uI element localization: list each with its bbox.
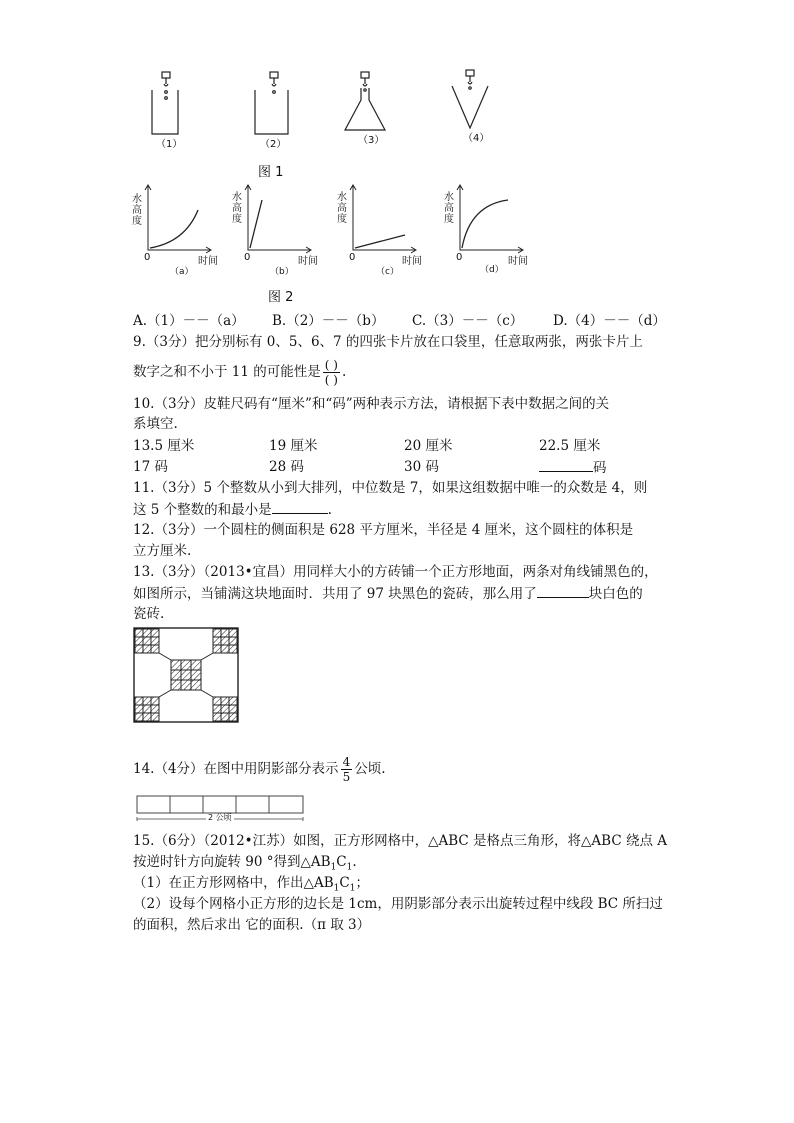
ylabel-c: 水 高 度	[337, 192, 347, 225]
q15-line-3-sub-b: 1	[333, 883, 340, 894]
figure-1-caption: 图 1	[258, 165, 284, 180]
q14-fraction	[341, 755, 353, 784]
ylabel-a: 水 高 度	[132, 194, 142, 227]
q15-line-2-c: C	[336, 854, 347, 870]
q10-answer-blank[interactable]	[539, 457, 593, 472]
tile-floor-figure	[133, 627, 239, 723]
hectare-bar	[136, 795, 304, 823]
panel-label-d: （d）	[480, 265, 504, 275]
q11-answer-blank[interactable]	[272, 499, 328, 514]
origin-b: 0	[244, 252, 251, 263]
q13-line-2	[133, 583, 643, 604]
q10-cell-r1-c2: 19 厘米	[269, 438, 318, 454]
q10-line-2: 系填空.	[133, 416, 178, 432]
vessel-label-2: （2）	[260, 139, 287, 150]
ylabel-b: 水 高 度	[232, 192, 242, 225]
q11-period: .	[327, 502, 332, 518]
vessel-label-4: （4）	[463, 133, 490, 144]
q9-fraction-numerator: ( )	[324, 357, 338, 372]
q10-cell-r2-c4	[539, 457, 607, 478]
q15-line-2-sub-c: 1	[346, 862, 353, 873]
q14-text: 14.（4分）在图中用阴影部分表示	[133, 761, 339, 777]
q10-cell-r1-c4: 22.5 厘米	[539, 438, 601, 454]
q15-line-5: 的面积，然后求出 它的面积.（π 取 3）	[133, 917, 371, 933]
q10-cell-r2-c3: 30 码	[404, 459, 439, 475]
panel-label-a: （a）	[170, 267, 194, 277]
xlabel-d: 时间	[508, 256, 528, 267]
q8-option-c: C.（3）－－（c）	[412, 313, 524, 329]
q15-line-3-c: C	[339, 875, 350, 891]
hectare-bar-label: 2 公顷	[208, 813, 232, 822]
q15-line-3-sub-c: 1	[349, 883, 356, 894]
q13-answer-blank[interactable]	[537, 583, 589, 598]
q10-unit: 码	[593, 460, 607, 476]
q12-line-1: 12.（3分）一个圆柱的侧面积是 628 平方厘米，半径是 4 厘米，这个圆柱的体积是	[133, 522, 634, 538]
q15-line-2-end: .	[352, 854, 357, 870]
q10-line-1: 10.（3分）皮鞋尺码有“厘米”和“码”两种表示方法，请根据下表中数据之间的关	[133, 396, 610, 412]
q9-fraction	[323, 358, 340, 387]
origin-c: 0	[349, 252, 356, 263]
tile-floor-illustration	[133, 627, 239, 723]
xlabel-c: 时间	[402, 256, 422, 267]
q13-text-after: 块白色的	[588, 586, 643, 602]
xlabel-b: 时间	[298, 256, 318, 267]
q14-fraction-numerator: 4	[342, 754, 351, 769]
q9-fraction-denominator: ( )	[324, 372, 338, 387]
q15-line-3-end: ；	[355, 875, 369, 891]
q12-line-2: 立方厘米.	[133, 543, 192, 559]
q9-period: .	[341, 364, 347, 380]
origin-d: 0	[456, 252, 463, 263]
q8-option-b: B.（2）－－（b）	[272, 313, 385, 329]
q15-line-1: 15.（6分）（2012•江苏）如图，正方形网格中，△ABC 是格点三角形，将△ABC 绕点 A	[133, 833, 668, 849]
panel-label-b: （b）	[270, 267, 294, 277]
q10-cell-r2-c1: 17 码	[133, 459, 168, 475]
q11-line-2	[133, 499, 332, 520]
q13-text: 如图所示，当铺满这块地面时．共用了 97 块黑色的瓷砖，那么用了	[133, 586, 537, 602]
q11-line-1: 11.（3分）5 个整数从小到大排列，中位数是 7，如果这组数据中唯一的众数是 4，则	[133, 480, 648, 496]
q9-line-1: 9.（3分）把分别标有 0、5、6、7 的四张卡片放在口袋里，任意取两张，两张卡片上	[133, 334, 643, 350]
vessel-label-1: （1）	[156, 139, 183, 150]
xlabel-a: 时间	[198, 256, 218, 267]
q13-line-3: 瓷砖.	[133, 606, 165, 622]
origin-a: 0	[144, 252, 151, 263]
q10-cell-r1-c1: 13.5 厘米	[133, 438, 195, 454]
q10-cell-r1-c3: 20 厘米	[404, 438, 453, 454]
panel-label-c: （c）	[376, 267, 399, 277]
q9-text: 数字之和不小于 11 的可能性是	[133, 364, 321, 380]
q8-option-d: D.（4）－－（d）	[553, 313, 666, 329]
figure-1	[140, 68, 510, 158]
q14-line	[133, 752, 386, 786]
vessels-illustration	[140, 68, 510, 158]
q10-cell-r2-c2: 28 码	[269, 459, 304, 475]
figure-2-caption: 图 2	[268, 290, 294, 305]
q15-line-2-sub-b: 1	[330, 862, 337, 873]
figure-2	[130, 180, 540, 278]
q14-text-after: 公顷.	[354, 761, 386, 777]
q14-fraction-denominator: 5	[342, 769, 351, 784]
q8-option-a: A.（1）－－（a）	[133, 313, 245, 329]
q13-line-1: 13.（3分）（2013•宜昌）用同样大小的方砖铺一个正方形地面，两条对角线铺黑色的，	[133, 564, 658, 580]
q15-line-4: （2）设每个网格小正方形的边长是 1cm，用阴影部分表示出旋转过程中线段 BC 所扫过	[133, 896, 663, 912]
q15-line-2-text: 按逆时针方向旋转 90 °得到△AB	[133, 854, 331, 870]
q9-line-2	[133, 355, 346, 389]
vessel-label-3: （3）	[358, 135, 385, 146]
q11-text: 这 5 个整数的和最小是	[133, 502, 272, 518]
q15-line-3-text: （1）在正方形网格中，作出△AB	[133, 875, 334, 891]
ylabel-d: 水 高 度	[444, 192, 454, 225]
